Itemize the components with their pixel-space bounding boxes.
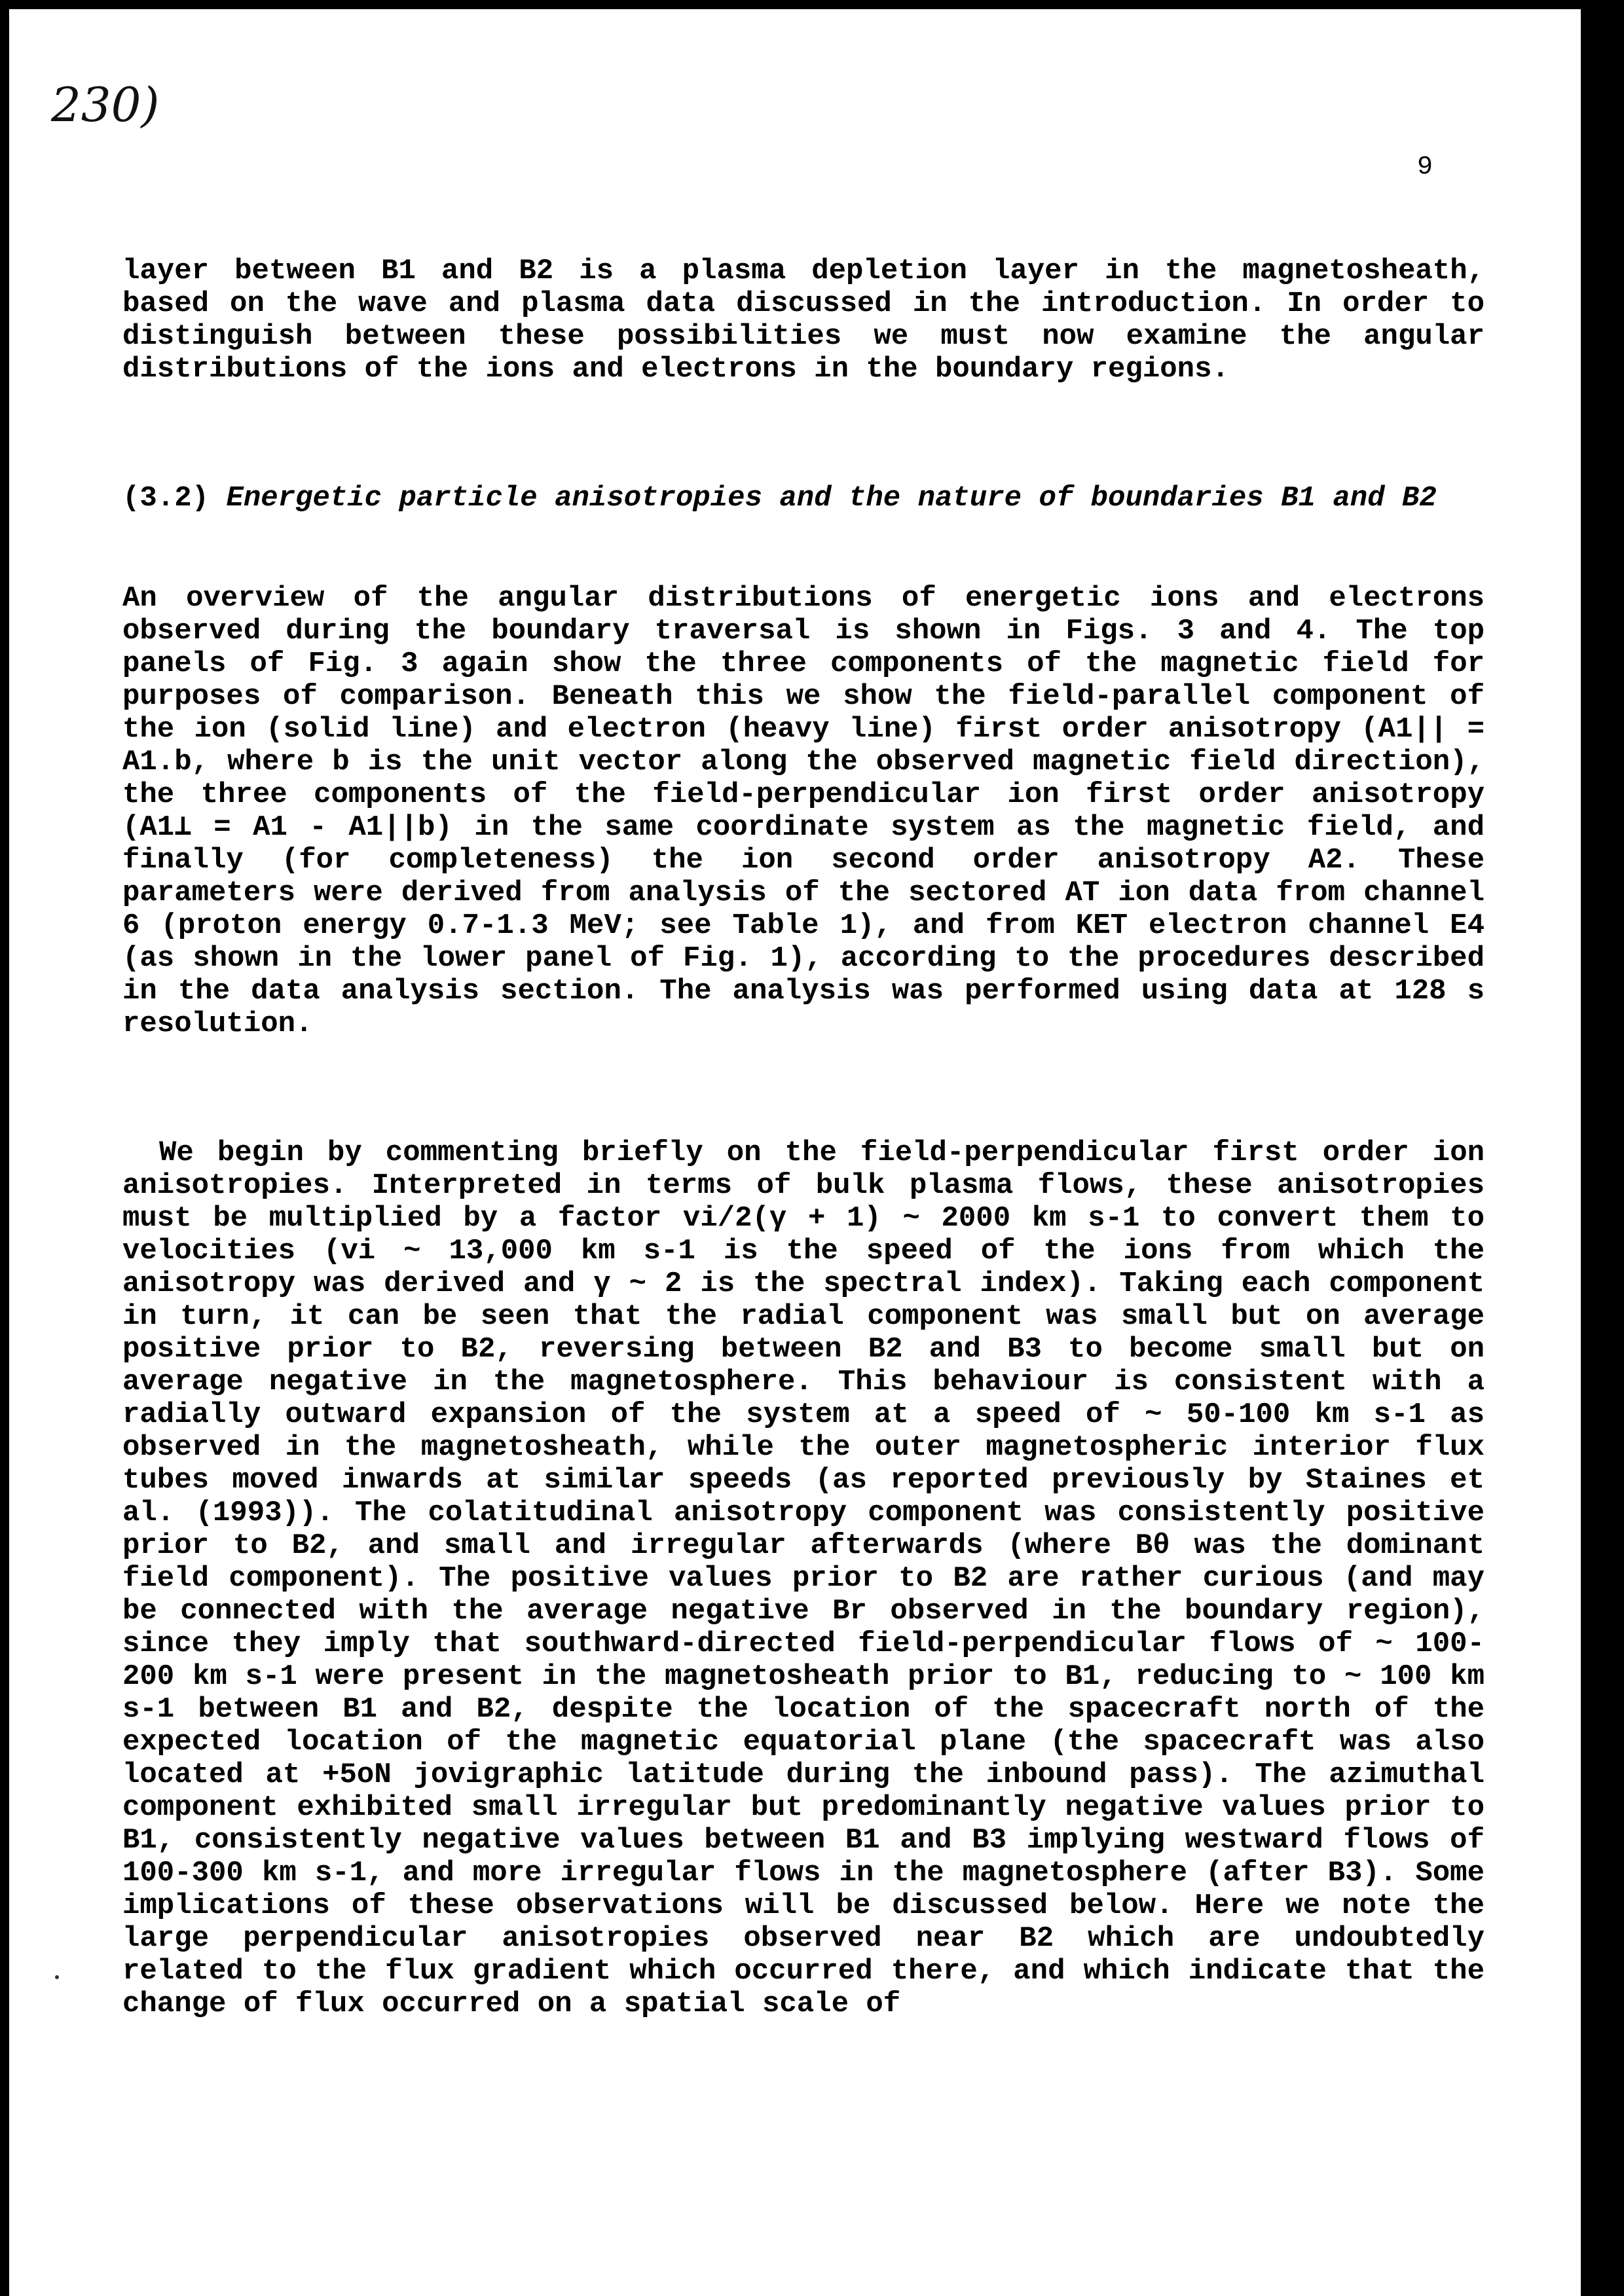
intro-paragraph: layer between B1 and B2 is a plasma depletion layer in the magnetosheath, based on the wave and plasma data discussed in the introduction. In order to distinguish between these possibilities we must now examine the angular distributions of the ions and electrons in the boundary regions. [122,255,1485,386]
paragraph-overview: An overview of the angular distributions of energetic ions and electrons observed during the boundary traversal is shown in Figs. 3 and 4. The top panels of Fig. 3 again show the three components of the magnetic field for purposes of comparison. Beneath this we show the field-parallel component of the ion (solid line) and electron (heavy line) first order anisotropy (A1|| = A1.b, where b is the unit vector along the observed magnetic field direction), the three components of the field-perpendicular ion first order anisotropy (A1⊥ = A1 - A1||b) in the same coordinate system as the magnetic field, and finally (for completeness) the ion second order anisotropy A2. These parameters were derived from analysis of the sectored AT ion data from channel 6 (proton energy 0.7-1.3 MeV; see Table 1), and from KET electron channel E4 (as shown in the lower panel of Fig. 1), according to the procedures described in the data analysis section. The analysis was performed using data at 128 s resolution. [122,582,1485,1040]
document-page [9,9,1581,2296]
section-title: Energetic particle anisotropies and the nature of boundaries B1 and B2 [226,482,1437,515]
handwritten-note: 230) [51,77,160,132]
scan-speck [55,1975,59,1979]
paragraph-anisotropies [122,1137,1485,2020]
paragraph-anisotropies-text: We begin by commenting briefly on the field-perpendicular first order ion anisotropies. Interpreted in terms of bulk plasma flows, these anisotropies must be multiplied by a factor vi/2(γ + 1) ~ 2000 km s-1 to convert them to velocities (vi ~ 13,000 km s-1 is the speed of the ions from which the anisotropy was derived and γ ~ 2 is the spectral index). Taking each component in turn, it can be seen that the radial component was small but on average positive prior to B2, reversing between B2 and B3 to become small but on average negative in the magnetosphere. This behaviour is consistent with a radially outward expansion of the system at a speed of ~ 50-100 km s-1 as observed in the magnetosheath, while the outer magnetospheric interior flux tubes moved inwards at similar speeds (as reported previously by Staines et al. (1993)). The colatitudinal anisotropy component was consistently positive prior to B2, and small and irregular afterwards (where Bθ was the dominant field component). The positive values prior to B2 are rather curious (and may be connected with the average negative Br observed in the boundary region), since they imply that southward-directed field-perpendicular flows of ~ 100-200 km s-1 were present in the magnetosheath prior to B1, reducing to ~ 100 km s-1 between B1 and B2, despite the location of the spacecraft north of the expected location of the magnetic equatorial plane (the spacecraft was also located at +5oN jovigraphic latitude during the inbound pass). The azimuthal component exhibited small irregular but predominantly negative values prior to B1, consistently negative values between B1 and B3 implying westward flows of 100-300 km s-1, and more irregular flows in the magnetosphere (after B3). Some implications of these observations will be discussed below. Here we note the large perpendicular anisotropies observed near B2 which are undoubtedly related to the flux gradient which occurred there, and which indicate that the change of flux occurred on a spatial scale of [122,1137,1485,2020]
section-number: (3.2) [122,482,210,515]
page-number: 9 [1417,153,1433,182]
section-heading [122,482,1485,515]
